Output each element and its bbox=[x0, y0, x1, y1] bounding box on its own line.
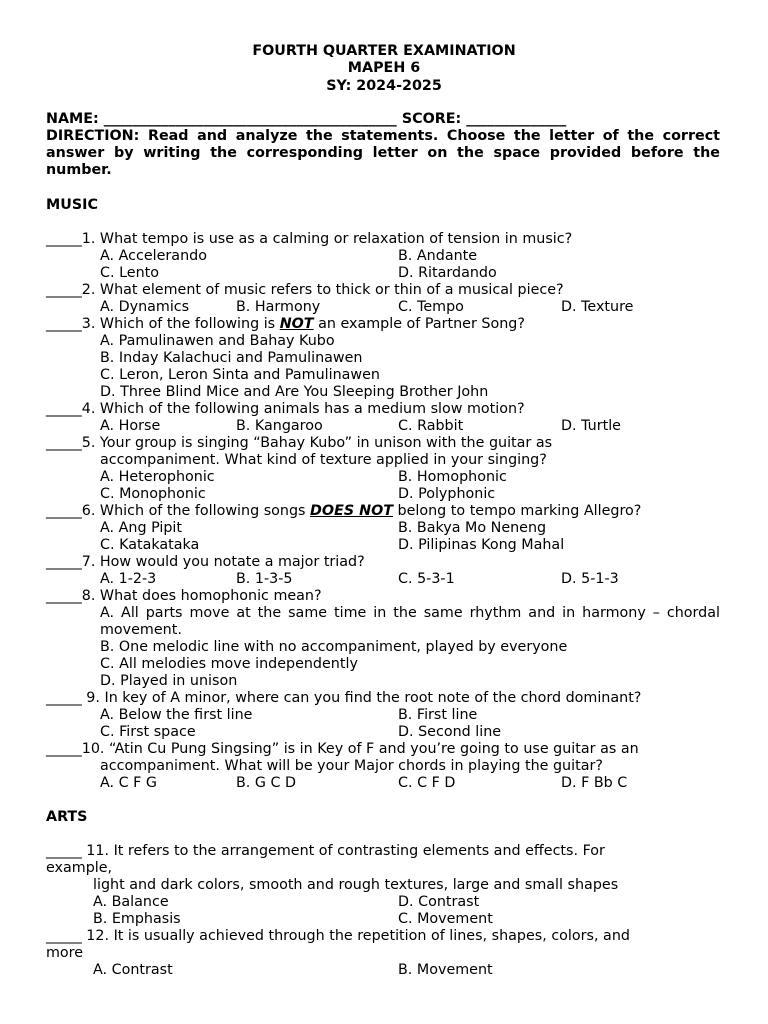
question-4: _____4. Which of the following animals has a medium slow motion? bbox=[46, 401, 525, 417]
question-6 bbox=[46, 503, 641, 520]
q9-option-a: A. Below the first line bbox=[100, 707, 253, 723]
q3-stem-pre: _____3. Which of the following is bbox=[46, 316, 280, 332]
question-9: _____ 9. In key of A minor, where can you find the root note of the chord dominant? bbox=[46, 690, 642, 706]
q11-option-b: B. Emphasis bbox=[93, 911, 181, 927]
q9-option-d: D. Second line bbox=[398, 724, 502, 740]
q6-option-a: A. Ang Pipit bbox=[100, 520, 183, 536]
q12-option-a: A. Contrast bbox=[93, 962, 173, 978]
question-11-continued: example, bbox=[46, 860, 113, 876]
question-8: _____8. What does homophonic mean? bbox=[46, 588, 322, 604]
question-10-continued: accompaniment. What will be your Major chords in playing the guitar? bbox=[100, 758, 603, 774]
q1-option-a: A. Accelerando bbox=[100, 248, 207, 264]
q7-option-c: C. 5-3-1 bbox=[398, 571, 455, 587]
q8-option-b: B. One melodic line with no accompaniment, played by everyone bbox=[100, 639, 568, 655]
q3-option-d: D. Three Blind Mice and Are You Sleeping Brother John bbox=[100, 384, 489, 400]
q3-stem-emphasis: NOT bbox=[279, 316, 314, 332]
direction bbox=[46, 128, 720, 179]
q8-option-d: D. Played in unison bbox=[100, 673, 238, 689]
q5-option-b: B. Homophonic bbox=[398, 469, 507, 485]
q8-option-a: A. All parts move at the same time in the same rhythm and in harmony – chordal movement. bbox=[100, 605, 720, 638]
name-label: NAME: bbox=[46, 111, 99, 127]
question-5: _____5. Your group is singing “Bahay Kubo” in unison with the guitar as bbox=[46, 435, 553, 451]
q6-option-c: C. Katakataka bbox=[100, 537, 200, 553]
question-7: _____7. How would you notate a major triad? bbox=[46, 554, 365, 570]
q5-option-c: C. Monophonic bbox=[100, 486, 206, 502]
q4-option-a: A. Horse bbox=[100, 418, 161, 434]
q1-option-b: B. Andante bbox=[398, 248, 478, 264]
direction-text: Read and analyze the statements. Choose the letter of the correct answer by writing the corresponding letter on the space provided before the number. bbox=[46, 128, 720, 178]
q10-option-a: A. C F G bbox=[100, 775, 157, 791]
q7-option-a: A. 1-2-3 bbox=[100, 571, 157, 587]
q7-option-b: B. 1-3-5 bbox=[236, 571, 293, 587]
q6-stem-pre: _____6. Which of the following songs bbox=[46, 503, 311, 519]
question-3 bbox=[46, 316, 525, 333]
q11-option-d: D. Contrast bbox=[398, 894, 480, 910]
exam-subject: MAPEH 6 bbox=[347, 60, 421, 76]
q10-option-d: D. F Bb C bbox=[561, 775, 628, 791]
q9-option-b: B. First line bbox=[398, 707, 478, 723]
q3-stem-post: an example of Partner Song? bbox=[313, 316, 525, 332]
score-blank[interactable]: ______________ bbox=[466, 111, 567, 127]
q10-option-b: B. G C D bbox=[236, 775, 297, 791]
question-12: _____ 12. It is usually achieved through the repetition of lines, shapes, colors, and bbox=[46, 928, 630, 944]
question-5-continued: accompaniment. What kind of texture applied in your singing? bbox=[100, 452, 547, 468]
q2-option-c: C. Tempo bbox=[398, 299, 464, 315]
q7-option-d: D. 5-1-3 bbox=[561, 571, 619, 587]
q1-option-d: D. Ritardando bbox=[398, 265, 497, 281]
q4-option-b: B. Kangaroo bbox=[236, 418, 323, 434]
q1-option-c: C. Lento bbox=[100, 265, 159, 281]
name-blank[interactable]: _________________________________________ bbox=[103, 111, 397, 127]
q5-option-a: A. Heterophonic bbox=[100, 469, 215, 485]
question-11-example: light and dark colors, smooth and rough textures, large and small shapes bbox=[93, 877, 619, 893]
q9-option-c: C. First space bbox=[100, 724, 196, 740]
q2-option-d: D. Texture bbox=[561, 299, 634, 315]
q11-option-a: A. Balance bbox=[93, 894, 169, 910]
q6-option-d: D. Pilipinas Kong Mahal bbox=[398, 537, 565, 553]
question-2: _____2. What element of music refers to thick or thin of a musical piece? bbox=[46, 282, 564, 298]
question-12-continued: more bbox=[46, 945, 84, 961]
question-10: _____10. “Atin Cu Pung Singsing” is in Key of F and you’re going to use guitar as an bbox=[46, 741, 639, 757]
q8-option-c: C. All melodies move independently bbox=[100, 656, 358, 672]
score-label: SCORE: bbox=[401, 111, 462, 127]
q4-option-c: C. Rabbit bbox=[398, 418, 464, 434]
question-1: _____1. What tempo is use as a calming or relaxation of tension in music? bbox=[46, 231, 573, 247]
q6-option-b: B. Bakya Mo Neneng bbox=[398, 520, 547, 536]
exam-title: FOURTH QUARTER EXAMINATION bbox=[252, 43, 516, 59]
q6-stem-post: belong to tempo marking Allegro? bbox=[392, 503, 642, 519]
question-11: _____ 11. It refers to the arrangement of contrasting elements and effects. For bbox=[46, 843, 605, 859]
q11-option-c: C. Movement bbox=[398, 911, 493, 927]
q3-option-a: A. Pamulinawen and Bahay Kubo bbox=[100, 333, 335, 349]
name-score-line bbox=[46, 111, 566, 128]
music-heading: MUSIC bbox=[46, 197, 98, 213]
q3-option-b: B. Inday Kalachuci and Pamulinawen bbox=[100, 350, 363, 366]
arts-heading: ARTS bbox=[46, 809, 88, 825]
q10-option-c: C. C F D bbox=[398, 775, 456, 791]
q6-stem-emphasis: DOES NOT bbox=[310, 503, 393, 519]
q5-option-d: D. Polyphonic bbox=[398, 486, 496, 502]
q4-option-d: D. Turtle bbox=[561, 418, 621, 434]
direction-label: DIRECTION: bbox=[46, 128, 140, 144]
q3-option-c: C. Leron, Leron Sinta and Pamulinawen bbox=[100, 367, 380, 383]
q12-option-b: B. Movement bbox=[398, 962, 493, 978]
q2-option-b: B. Harmony bbox=[236, 299, 321, 315]
q2-option-a: A. Dynamics bbox=[100, 299, 190, 315]
exam-school-year: SY: 2024-2025 bbox=[326, 78, 442, 94]
